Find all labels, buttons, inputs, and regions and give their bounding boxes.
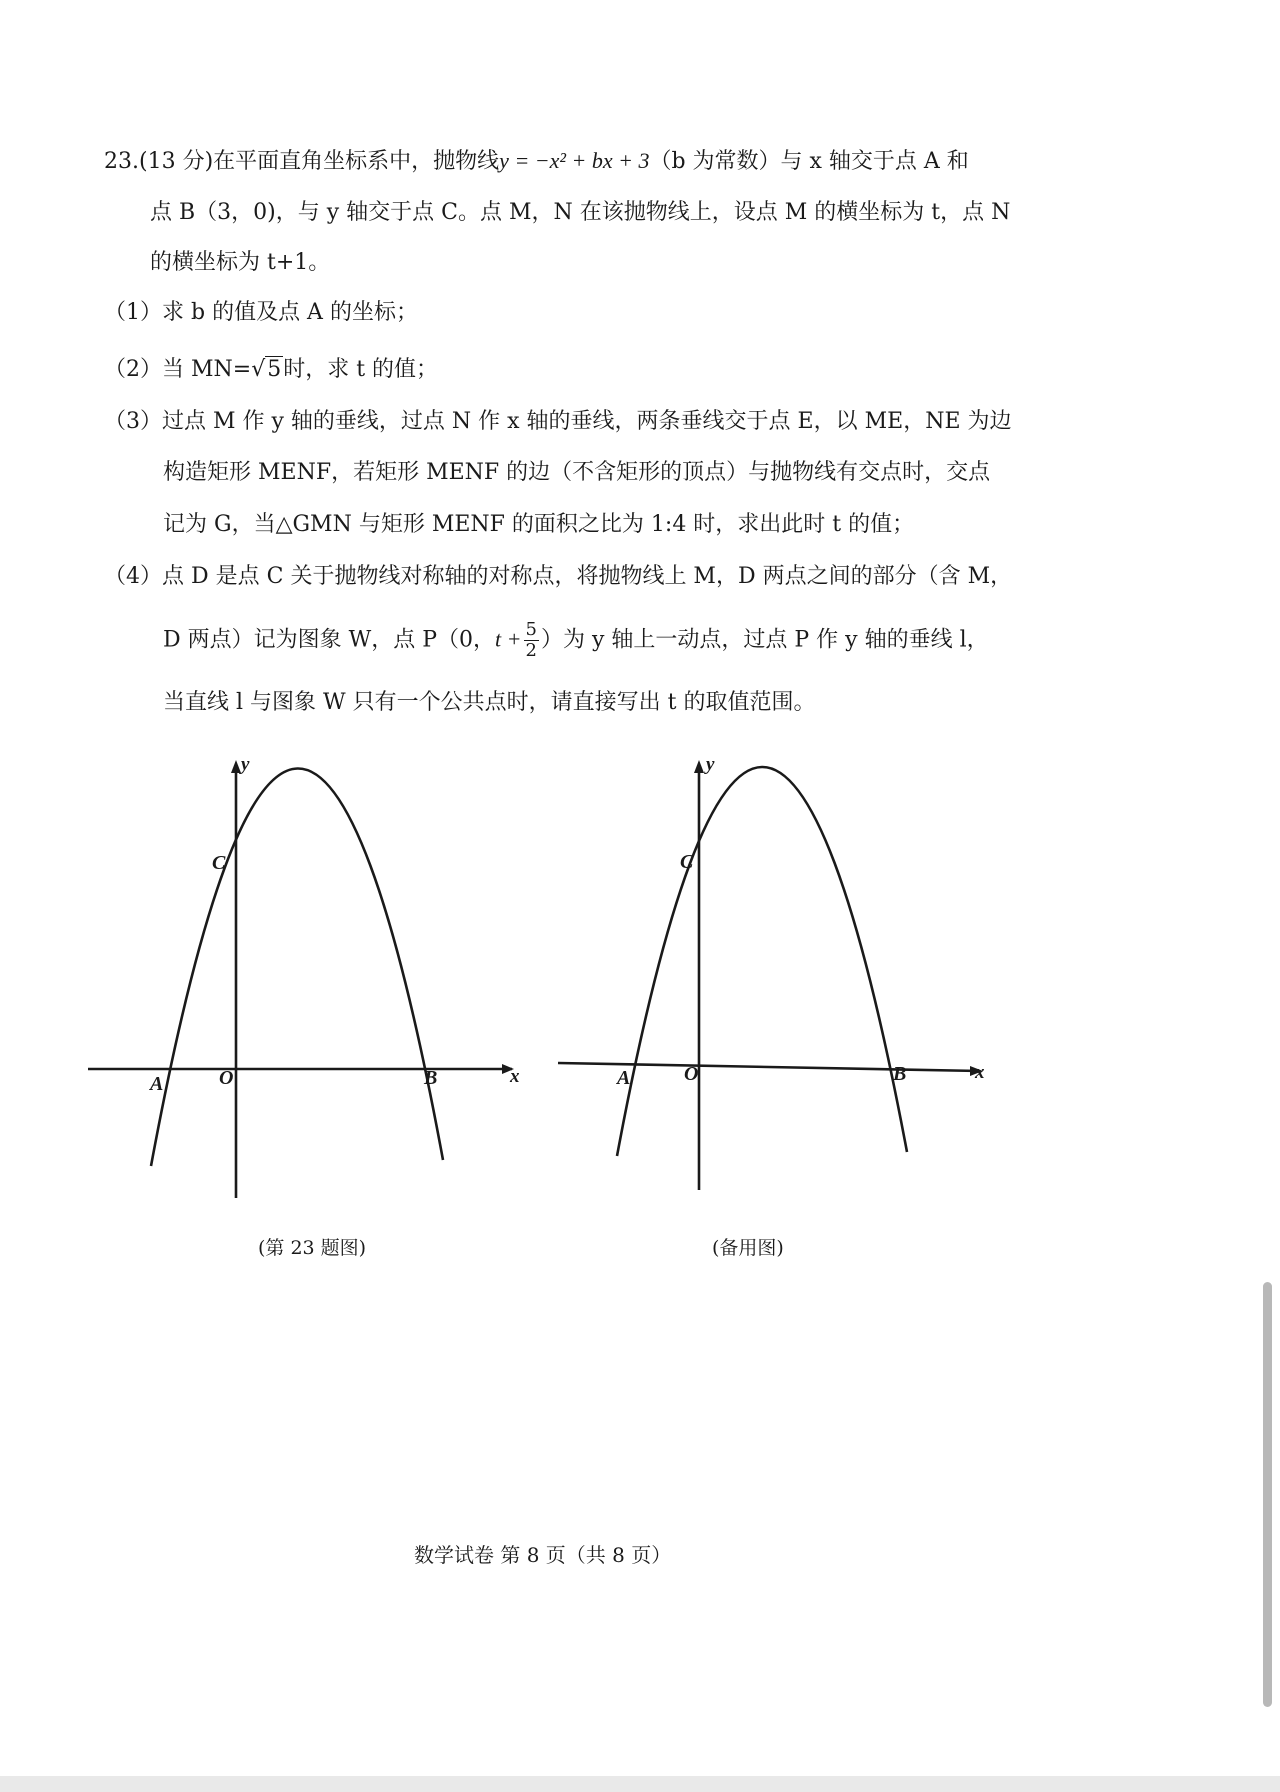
label-x: x	[975, 1062, 985, 1083]
scrollbar-thumb[interactable]	[1263, 1282, 1272, 1707]
y-axis-arrow-icon	[694, 760, 704, 773]
question-3-line-2: 构造矩形 MENF，若矩形 MENF 的边（不含矩形的顶点）与抛物线有交点时，交点	[163, 460, 991, 485]
parabola-curve	[617, 767, 907, 1156]
y-axis-arrow-icon	[231, 760, 241, 773]
label-y: y	[706, 754, 715, 775]
figure-2	[558, 760, 983, 1190]
problem-line-1: 23.(13 分)在平面直角坐标系中，抛物线y = −x² + bx + 3（b 为常数）与 x 轴交于点 A 和	[104, 148, 969, 174]
label-o: O	[684, 1063, 699, 1085]
problem-line-3: 的横坐标为 t+1。	[150, 250, 331, 275]
label-c: C	[680, 851, 694, 873]
label-x: x	[510, 1066, 520, 1087]
figure-1-caption: (第 23 题图)	[258, 1237, 367, 1259]
label-b: B	[424, 1067, 438, 1089]
label-c: C	[212, 852, 226, 874]
question-3-line-3: 记为 G，当△GMN 与矩形 MENF 的面积之比为 1:4 时，求出此时 t 的值；	[163, 512, 915, 537]
label-a: A	[617, 1067, 631, 1089]
question-4-line-1: （4）点 D 是点 C 关于抛物线对称轴的对称点，将抛物线上 M，D 两点之间的部分（含 M，	[104, 564, 1013, 589]
question-3-line-1: （3）过点 M 作 y 轴的垂线，过点 N 作 x 轴的垂线，两条垂线交于点 E，以 ME，NE 为边	[104, 409, 1012, 434]
question-4-line-2: D 两点）记为图象 W，点 P（0，t + $\frac{5}{2}$ ）为 y 轴上一动点，过点 P 作 y 轴的垂线 l，	[163, 619, 989, 661]
question-4-line-3: 当直线 l 与图象 W 只有一个公共点时，请直接写出 t 的取值范围。	[163, 690, 816, 715]
sqrt-radicand: 5	[267, 357, 282, 382]
parabola-equation: = −x² + bx + 3	[508, 148, 650, 173]
bottom-strip	[0, 1776, 1280, 1792]
label-y: y	[241, 754, 250, 775]
parabola-curve	[151, 768, 443, 1166]
question-2: （2）当 MN=√5时，求 t 的值；	[104, 357, 439, 382]
page-footer: 数学试卷 第 8 页（共 8 页）	[414, 1543, 672, 1567]
question-1: （1）求 b 的值及点 A 的坐标；	[104, 300, 418, 325]
problem-number: 23.	[104, 149, 139, 174]
label-a: A	[150, 1073, 164, 1095]
figure-2-caption: (备用图)	[712, 1237, 784, 1259]
problem-score: (13 分)	[139, 149, 214, 174]
figure-1	[88, 760, 514, 1198]
label-o: O	[219, 1067, 234, 1089]
sqrt-symbol: √	[251, 357, 266, 382]
fraction-five-halves: $\frac{5}{2}$	[525, 619, 537, 661]
label-b: B	[893, 1063, 907, 1085]
problem-line-2: 点 B（3，0)，与 y 轴交于点 C。点 M，N 在该抛物线上，设点 M 的横坐标为 t，点 N	[150, 200, 1011, 225]
